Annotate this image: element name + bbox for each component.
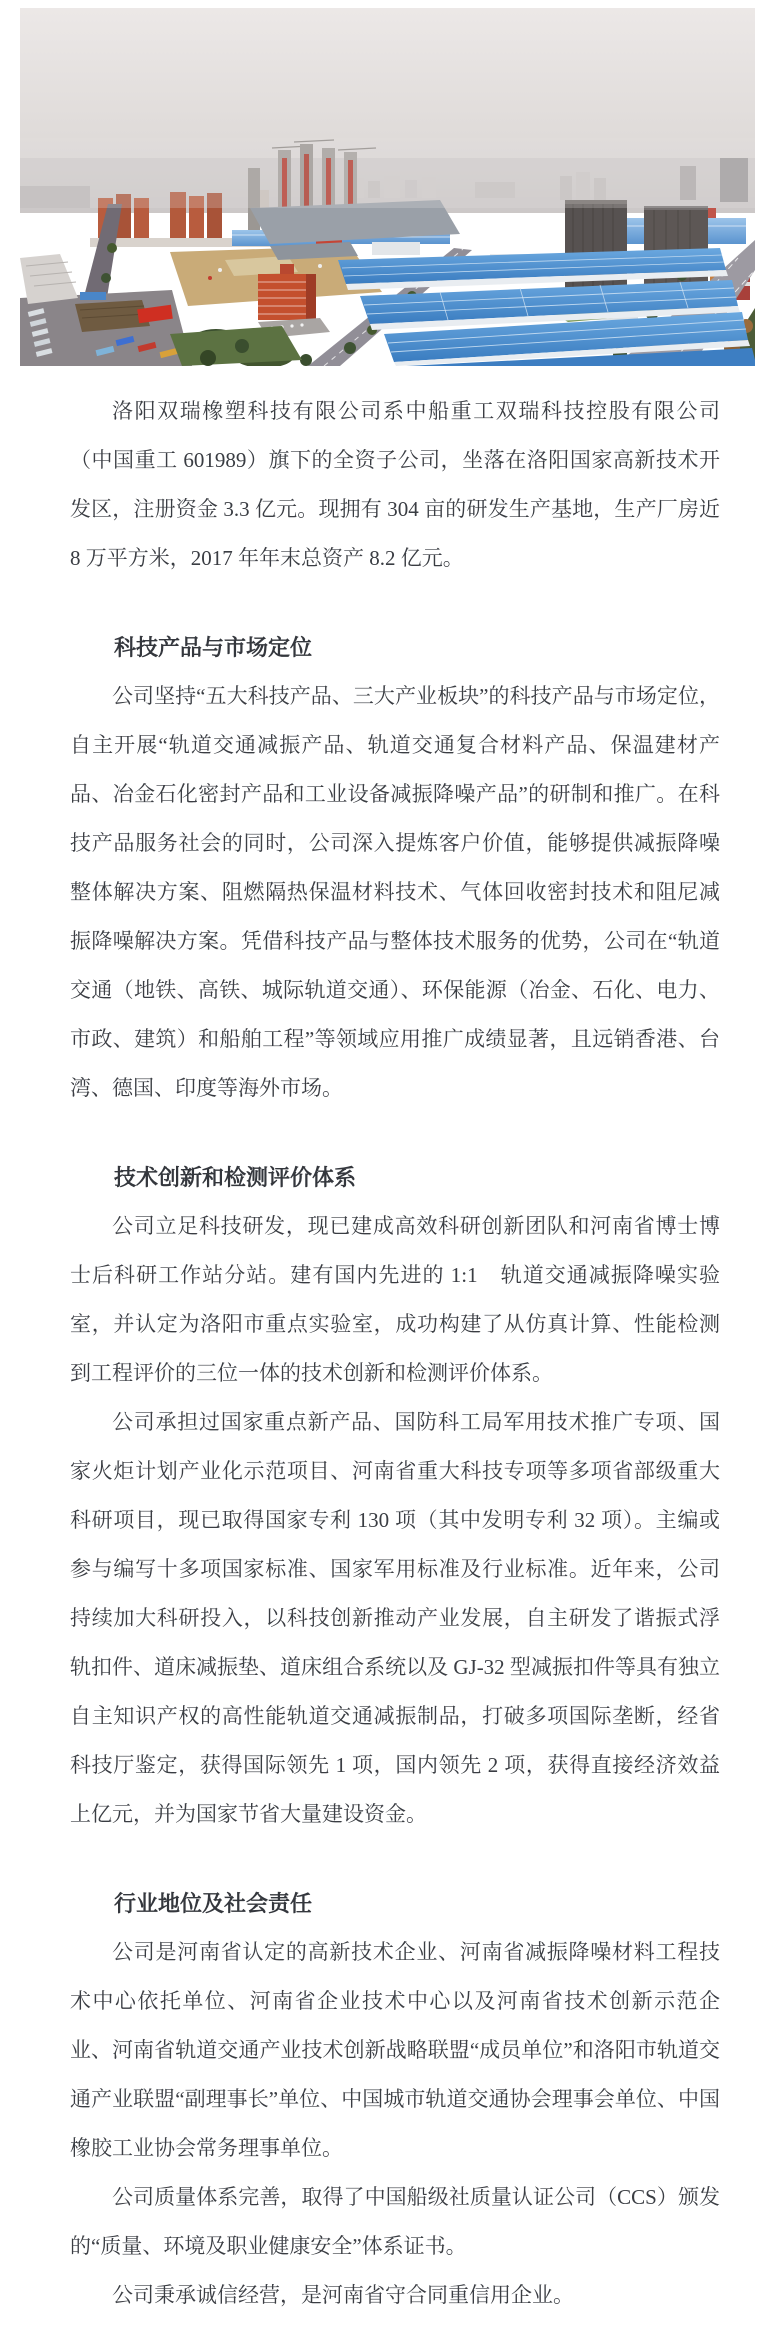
section-title-products-market: 科技产品与市场定位 [114,635,313,660]
section-title-innovation-evaluation: 技术创新和检测评价体系 [114,1165,357,1190]
company-aerial-photo [20,8,755,366]
aerial-photo-illustration [20,8,755,366]
document-body [70,366,720,2320]
section-industry-paragraph-2: 公司质量体系完善，取得了中国船级社质量认证公司（CCS）颁发的“质量、环境及职业健康安全”体系证书。 [70,2185,720,2258]
section-products-paragraph-1: 公司坚持“五大科技产品、三大产业板块”的科技产品与市场定位，自主开展“轨道交通减振产品、轨道交通复合材料产品、保温建材产品、冶金石化密封产品和工业设备减振降噪产品”的研制和推广。在科技产品服务社会的同时，公司深入提炼客户价值，能够提供减振降噪整体解决方案、阻燃隔热保温材料技术、气体回收密封技术和阻尼减振降噪解决方案。凭借科技产品与整体技术服务的优势，公司在“轨道交通（地铁、高铁、城际轨道交通）、环保能源（冶金、石化、电力、市政、建筑）和船舶工程”等领域应用推广成绩显著，且远销香港、台湾、德国、印度等海外市场。 [70,684,720,1100]
section-industry-paragraph-3: 公司秉承诚信经营，是河南省守合同重信用企业。 [112,2283,574,2307]
intro-paragraph: 洛阳双瑞橡塑科技有限公司系中船重工双瑞科技控股有限公司（中国重工 601989）旗下的全资子公司，坐落在洛阳国家高新技术开发区，注册资金 3.3 亿元。现拥有 304 亩的研发生产基地，生产厂房近 8 万平方米，2017 年年末总资产 8.2 亿元。 [70,399,720,570]
section-title-industry-responsibility: 行业地位及社会责任 [114,1891,313,1916]
photo-blue-warehouses [338,248,755,366]
photo-haze [20,138,755,208]
section-innovation-paragraph-2: 公司承担过国家重点新产品、国防科工局军用技术推广专项、国家火炬计划产业化示范项目、河南省重大科技专项等多项省部级重大科研项目，现已取得国家专利 130 项（其中发明专利 32 项）。主编或参与编写十多项国家标准、国家军用标准及行业标准。近年来，公司持续加大科研投入，以科技创新推动产业发展，自主研发了谐振式浮轨扣件、道床减振垫、道床组合系统以及 GJ-32 型减振扣件等具有独立自主知识产权的高性能轨道交通减振制品，打破多项国际垄断，经省科技厅鉴定，获得国际领先 1 项，国内领先 2 项，获得直接经济效益上亿元，并为国家节省大量建设资金。 [70,1410,720,1826]
section-innovation-paragraph-1: 公司立足科技研发，现已建成高效科研创新团队和河南省博士博士后科研工作站分站。建有国内先进的 1:1 轨道交通减振降噪实验室，并认定为洛阳市重点实验室，成功构建了从仿真计算、性能检测到工程评价的三位一体的技术创新和检测评价体系。 [70,1214,720,1385]
section-industry-paragraph-1: 公司是河南省认定的高新技术企业、河南省减振降噪材料工程技术中心依托单位、河南省企业技术中心以及河南省技术创新示范企业、河南省轨道交通产业技术创新战略联盟“成员单位”和洛阳市轨道交通产业联盟“副理事长”单位、中国城市轨道交通协会理事会单位、中国橡胶工业协会常务理事单位。 [70,1940,720,2160]
